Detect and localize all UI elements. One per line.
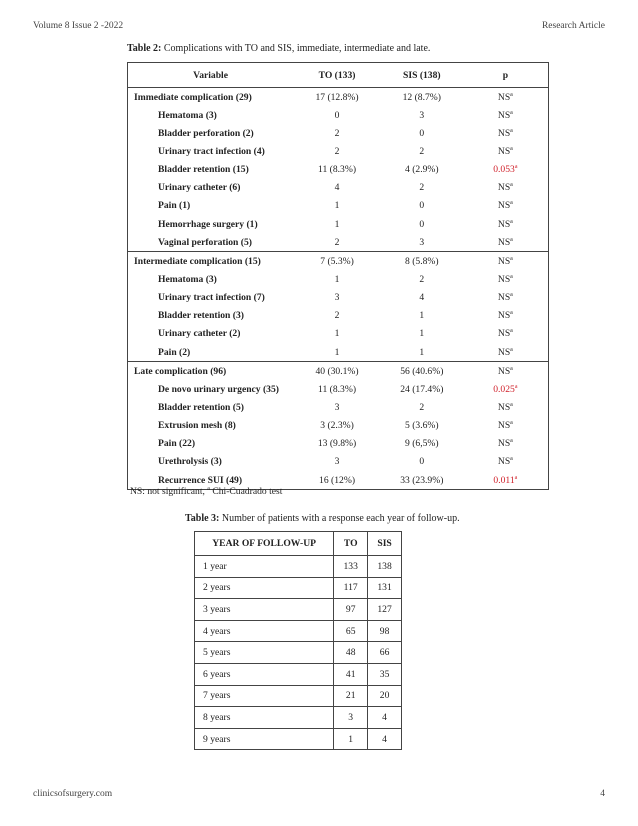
cell-to: 65 xyxy=(334,620,368,642)
table2-footnote xyxy=(130,486,282,497)
cell-to: 21 xyxy=(334,685,368,707)
p-value: NS xyxy=(497,365,511,377)
p-value: NS xyxy=(497,109,511,121)
cell-to: 13 (9.8%) xyxy=(317,438,357,450)
table2-caption xyxy=(127,43,430,54)
table-row xyxy=(195,728,402,750)
cell-sis: 4 xyxy=(368,707,402,729)
table-row xyxy=(195,663,402,685)
cell-p xyxy=(463,325,549,343)
table-row xyxy=(195,642,402,664)
table-row xyxy=(195,556,402,578)
table-row xyxy=(128,289,549,307)
cell-to: 2 xyxy=(334,310,340,322)
cell-sis: 138 xyxy=(368,556,402,578)
cell-variable: Urinary tract infection (4) xyxy=(158,145,265,157)
table3-body xyxy=(195,556,402,750)
site-url: clinicsofsurgery.com xyxy=(33,789,113,799)
cell-p xyxy=(463,270,549,288)
p-value: NS xyxy=(497,273,511,285)
cell-year: 4 years xyxy=(195,620,334,642)
p-value-sup: a xyxy=(510,456,513,463)
cell-variable: De novo urinary urgency (35) xyxy=(158,383,279,395)
p-value: NS xyxy=(497,401,511,413)
cell-year: 5 years xyxy=(195,642,334,664)
table-row xyxy=(128,453,549,471)
p-value-sup: a xyxy=(510,255,513,262)
p-value: 0.011 xyxy=(493,474,515,486)
cell-to: 11 (8.3%) xyxy=(318,164,357,176)
cell-to: 1 xyxy=(334,273,340,285)
cell-variable: Pain (22) xyxy=(158,438,196,450)
cell-sis: 2 xyxy=(419,401,425,413)
p-value-sup: a xyxy=(510,365,513,372)
table-row xyxy=(128,398,549,416)
p-value-sup: a xyxy=(510,91,513,98)
cell-to: 3 xyxy=(334,707,368,729)
cell-sis: 3 xyxy=(419,236,425,248)
cell-to: 3 xyxy=(334,292,340,304)
cell-sis: 0 xyxy=(419,200,425,212)
cell-p xyxy=(463,417,549,435)
cell-variable: Recurrence SUI (49) xyxy=(158,474,243,486)
cell-sis: 4 (2.9%) xyxy=(405,164,439,176)
table-row xyxy=(128,343,549,362)
journal-volume: Volume 8 Issue 2 -2022 xyxy=(33,21,124,31)
cell-variable: Bladder retention (5) xyxy=(158,401,244,413)
cell-sis: 1 xyxy=(419,328,425,340)
cell-p xyxy=(463,307,549,325)
p-value-sup: a xyxy=(510,401,513,408)
cell-sis: 35 xyxy=(368,663,402,685)
cell-year: 6 years xyxy=(195,663,334,685)
table3-caption-text: Number of patients with a response each year of follow-up. xyxy=(219,513,460,524)
cell-year: 8 years xyxy=(195,707,334,729)
cell-sis: 1 xyxy=(419,310,425,322)
cell-p xyxy=(463,362,549,381)
table-row xyxy=(128,142,549,160)
cell-p xyxy=(463,179,549,197)
cell-to: 1 xyxy=(334,218,340,230)
cell-sis: 56 (40.6%) xyxy=(381,362,463,381)
cell-to: 1 xyxy=(334,728,368,750)
cell-to: 48 xyxy=(334,642,368,664)
cell-to: 11 (8.3%) xyxy=(318,383,357,395)
cell-variable: Urinary catheter (6) xyxy=(158,182,241,194)
footnote-sup: a xyxy=(207,485,210,492)
cell-sis: 0 xyxy=(419,127,425,139)
complications-table xyxy=(127,62,549,490)
table-row xyxy=(128,252,549,271)
cell-to: 2 xyxy=(334,127,340,139)
p-value-sup: a xyxy=(514,163,518,170)
followup-table xyxy=(194,531,402,750)
cell-sis: 5 (3.6%) xyxy=(405,420,439,432)
cell-to: 17 (12.8%) xyxy=(315,91,359,103)
table-row xyxy=(128,362,549,381)
table-row xyxy=(128,124,549,142)
table-row xyxy=(195,620,402,642)
table2-body xyxy=(128,88,549,490)
cell-sis: 12 (8.7%) xyxy=(402,91,441,103)
table-row xyxy=(195,577,402,599)
cell-variable: Extrusion mesh (8) xyxy=(158,420,236,432)
table-row xyxy=(128,325,549,343)
cell-sis: 66 xyxy=(368,642,402,664)
cell-to: 117 xyxy=(334,577,368,599)
page-number: 4 xyxy=(600,789,605,799)
cell-sis: 2 xyxy=(419,145,425,157)
cell-to: 16 (12%) xyxy=(319,474,356,486)
header-year: YEAR OF FOLLOW-UP xyxy=(195,532,334,556)
cell-sis: 1 xyxy=(419,346,425,358)
p-value-sup: a xyxy=(510,419,513,426)
cell-variable: Immediate complication (29) xyxy=(134,91,252,103)
footnote-suffix: Chi-Cuadrado test xyxy=(209,486,283,497)
cell-variable: Intermediate complication (15) xyxy=(128,252,294,271)
cell-to: 1 xyxy=(334,200,340,212)
article-type: Research Article xyxy=(541,21,605,31)
table2-caption-label: Table 2: xyxy=(127,43,162,54)
cell-p xyxy=(463,289,549,307)
p-value-sup: a xyxy=(510,273,513,280)
p-value: NS xyxy=(497,310,511,322)
cell-sis: 2 xyxy=(419,182,425,194)
cell-p xyxy=(463,124,549,142)
cell-variable: Bladder perforation (2) xyxy=(158,127,254,139)
header-p: p xyxy=(463,63,549,88)
table3-caption xyxy=(185,513,460,524)
p-value: NS xyxy=(497,346,511,358)
p-value-sup: a xyxy=(514,474,518,481)
cell-variable: Late complication (96) xyxy=(128,362,294,381)
cell-variable: Hematoma (3) xyxy=(158,109,217,121)
p-value: NS xyxy=(497,182,511,194)
cell-variable: Urinary catheter (2) xyxy=(158,328,241,340)
table-row xyxy=(128,270,549,288)
table-row xyxy=(128,106,549,124)
p-value: NS xyxy=(497,255,511,267)
cell-year: 2 years xyxy=(195,577,334,599)
cell-variable: Bladder retention (15) xyxy=(158,164,249,176)
p-value-sup: a xyxy=(510,145,513,152)
cell-sis: 3 xyxy=(419,109,425,121)
cell-to: 3 xyxy=(334,401,340,413)
cell-to: 1 xyxy=(334,328,340,340)
header-to: TO xyxy=(334,532,368,556)
cell-variable: Urethrolysis (3) xyxy=(158,456,222,468)
p-value-sup: a xyxy=(510,109,513,116)
cell-variable: Pain (2) xyxy=(158,346,191,358)
p-value: NS xyxy=(497,420,511,432)
cell-year: 3 years xyxy=(195,599,334,621)
p-value: NS xyxy=(497,218,511,230)
table-row xyxy=(128,233,549,252)
table3-header-row xyxy=(195,532,402,556)
cell-to: 0 xyxy=(334,109,340,121)
cell-sis: 0 xyxy=(419,456,425,468)
p-value: 0.025 xyxy=(493,383,515,395)
p-value: NS xyxy=(497,456,511,468)
p-value-sup: a xyxy=(510,236,513,243)
cell-to: 1 xyxy=(334,346,340,358)
p-value-sup: a xyxy=(510,127,513,134)
header-sis: SIS (138) xyxy=(381,63,463,88)
cell-to: 4 xyxy=(334,182,340,194)
cell-to: 7 (5.3%) xyxy=(293,252,381,271)
p-value: NS xyxy=(497,200,511,212)
table-row xyxy=(128,307,549,325)
cell-variable: Hematoma (3) xyxy=(158,273,217,285)
p-value: NS xyxy=(497,127,511,139)
table-row xyxy=(128,417,549,435)
cell-year: 7 years xyxy=(195,685,334,707)
table-row xyxy=(128,380,549,398)
table2-caption-text: Complications with TO and SIS, immediate, intermediate and late. xyxy=(161,43,431,54)
cell-sis: 24 (17.4%) xyxy=(400,383,444,395)
cell-sis: 4 xyxy=(368,728,402,750)
cell-p xyxy=(463,453,549,471)
cell-p xyxy=(463,106,549,124)
cell-to: 2 xyxy=(334,236,340,248)
cell-variable: Vaginal perforation (5) xyxy=(158,236,252,248)
header-sis: SIS xyxy=(368,532,402,556)
header-to: TO (133) xyxy=(293,63,381,88)
table-row xyxy=(195,707,402,729)
cell-sis: 131 xyxy=(368,577,402,599)
cell-to: 40 (30.1%) xyxy=(293,362,381,381)
p-value: NS xyxy=(497,328,511,340)
cell-sis: 33 (23.9%) xyxy=(400,474,444,486)
header-variable: Variable xyxy=(128,63,294,88)
cell-variable: Pain (1) xyxy=(158,200,191,212)
cell-p xyxy=(463,161,549,179)
cell-p xyxy=(463,233,549,252)
table-row xyxy=(128,197,549,215)
p-value: NS xyxy=(497,438,511,450)
table-row xyxy=(128,179,549,197)
cell-variable: Urinary tract infection (7) xyxy=(158,292,265,304)
cell-sis: 0 xyxy=(419,218,425,230)
cell-sis: 98 xyxy=(368,620,402,642)
cell-p xyxy=(463,380,549,398)
cell-p xyxy=(463,435,549,453)
cell-p xyxy=(463,215,549,233)
p-value-sup: a xyxy=(510,218,513,225)
table2-header-row xyxy=(128,63,549,88)
p-value: NS xyxy=(497,91,511,103)
p-value-sup: a xyxy=(510,438,513,445)
p-value-sup: a xyxy=(510,346,513,353)
table-row xyxy=(128,435,549,453)
cell-p xyxy=(463,398,549,416)
cell-sis: 127 xyxy=(368,599,402,621)
table-row xyxy=(195,599,402,621)
cell-sis: 20 xyxy=(368,685,402,707)
cell-year: 9 years xyxy=(195,728,334,750)
cell-sis: 9 (6,5%) xyxy=(405,438,439,450)
cell-to: 3 (2.3%) xyxy=(320,420,354,432)
p-value: 0.053 xyxy=(493,164,515,176)
cell-p xyxy=(463,142,549,160)
table-row xyxy=(195,685,402,707)
p-value: NS xyxy=(497,292,511,304)
table-row xyxy=(128,161,549,179)
cell-sis: 8 (5.8%) xyxy=(381,252,463,271)
footnote-prefix: NS: not significant, xyxy=(130,486,208,497)
p-value: NS xyxy=(497,145,511,157)
p-value-sup: a xyxy=(514,383,518,390)
cell-p xyxy=(463,197,549,215)
p-value-sup: a xyxy=(510,328,513,335)
p-value-sup: a xyxy=(510,310,513,317)
p-value-sup: a xyxy=(510,200,513,207)
p-value-sup: a xyxy=(510,182,513,189)
table3-caption-label: Table 3: xyxy=(185,513,220,524)
cell-variable: Hemorrhage surgery (1) xyxy=(158,218,258,230)
cell-to: 41 xyxy=(334,663,368,685)
p-value-sup: a xyxy=(510,291,513,298)
cell-to: 3 xyxy=(334,456,340,468)
cell-p xyxy=(463,88,549,107)
cell-variable: Bladder retention (3) xyxy=(158,310,244,322)
cell-year: 1 year xyxy=(195,556,334,578)
table-row xyxy=(128,88,549,107)
cell-p xyxy=(463,252,549,271)
cell-p xyxy=(463,343,549,362)
cell-to: 2 xyxy=(334,145,340,157)
cell-to: 97 xyxy=(334,599,368,621)
cell-sis: 2 xyxy=(419,273,425,285)
cell-sis: 4 xyxy=(419,292,425,304)
cell-to: 133 xyxy=(334,556,368,578)
table-row xyxy=(128,215,549,233)
cell-p xyxy=(463,471,549,490)
p-value: NS xyxy=(497,236,511,248)
